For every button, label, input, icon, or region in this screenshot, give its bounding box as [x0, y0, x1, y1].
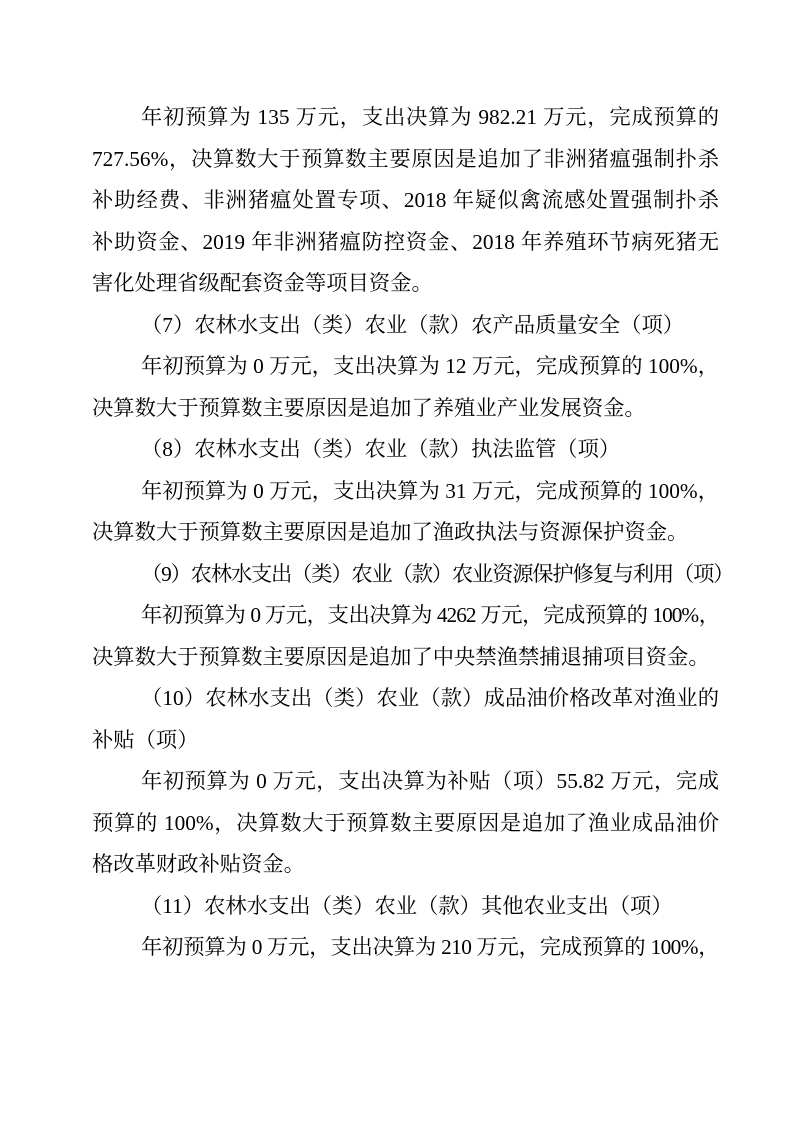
- text-line: 害化处理省级配套资金等项目资金。: [92, 271, 433, 295]
- paragraph: [92, 927, 719, 969]
- document-body: [92, 97, 734, 969]
- text-line: （11）农林水支出（类）农业（款）其他农业支出（项）: [141, 893, 673, 918]
- paragraph: [92, 886, 719, 928]
- paragraph: [92, 678, 719, 761]
- text-line: （7）农林水支出（类）农业（款）农产品质量安全（项）: [141, 312, 685, 337]
- paragraph: [92, 595, 719, 678]
- text-line: 格改革财政补贴资金。: [92, 852, 305, 876]
- paragraph: [92, 305, 719, 347]
- text-line: 年初预算为 135 万元，支出决算为 982.21 万元，完成预算的: [141, 105, 719, 129]
- text-line: （8）农林水支出（类）农业（款）执法监管（项）: [141, 437, 621, 461]
- text-line: 补助经费、非洲猪瘟处置专项、2018 年疑似禽流感处置强制扑杀: [92, 188, 719, 212]
- paragraph: [92, 761, 719, 886]
- paragraph: [92, 429, 719, 471]
- text-line: （9）农林水支出（类）农业（款）农业资源保护修复与利用（项）: [141, 561, 734, 586]
- text-line: 决算数大于预算数主要原因是追加了养殖业产业发展资金。: [92, 395, 646, 420]
- text-line: 决算数大于预算数主要原因是追加了中央禁渔禁捕退捕项目资金。: [92, 644, 710, 669]
- text-line: 决算数大于预算数主要原因是追加了渔政执法与资源保护资金。: [92, 520, 689, 544]
- paragraph: [92, 97, 719, 305]
- paragraph: [92, 346, 719, 429]
- text-line: （10）农林水支出（类）农业（款）成品油价格改革对渔业的: [141, 686, 719, 710]
- paragraph: [92, 554, 734, 596]
- paragraph: [92, 471, 719, 554]
- text-line: 727.56%，决算数大于预算数主要原因是追加了非洲猪瘟强制扑杀: [92, 146, 719, 171]
- text-line: 补助资金、2019 年非洲猪瘟防控资金、2018 年养殖环节病死猪无: [92, 229, 719, 254]
- text-line: 年初预算为 0 万元，支出决算为 12 万元，完成预算的 100%，: [141, 354, 719, 378]
- text-line: 年初预算为 0 万元，支出决算为补贴（项）55.82 万元，完成: [141, 769, 719, 793]
- text-line: 年初预算为 0 万元，支出决算为 210 万元，完成预算的 100%，: [141, 935, 719, 959]
- text-line: 补贴（项）: [92, 727, 199, 752]
- text-line: 年初预算为 0 万元，支出决算为 31 万元，完成预算的 100%，: [141, 478, 719, 503]
- text-line: 预算的 100%，决算数大于预算数主要原因是追加了渔业成品油价: [92, 810, 719, 835]
- text-line: 年初预算为 0 万元，支出决算为 4262 万元，完成预算的 100%，: [141, 603, 719, 627]
